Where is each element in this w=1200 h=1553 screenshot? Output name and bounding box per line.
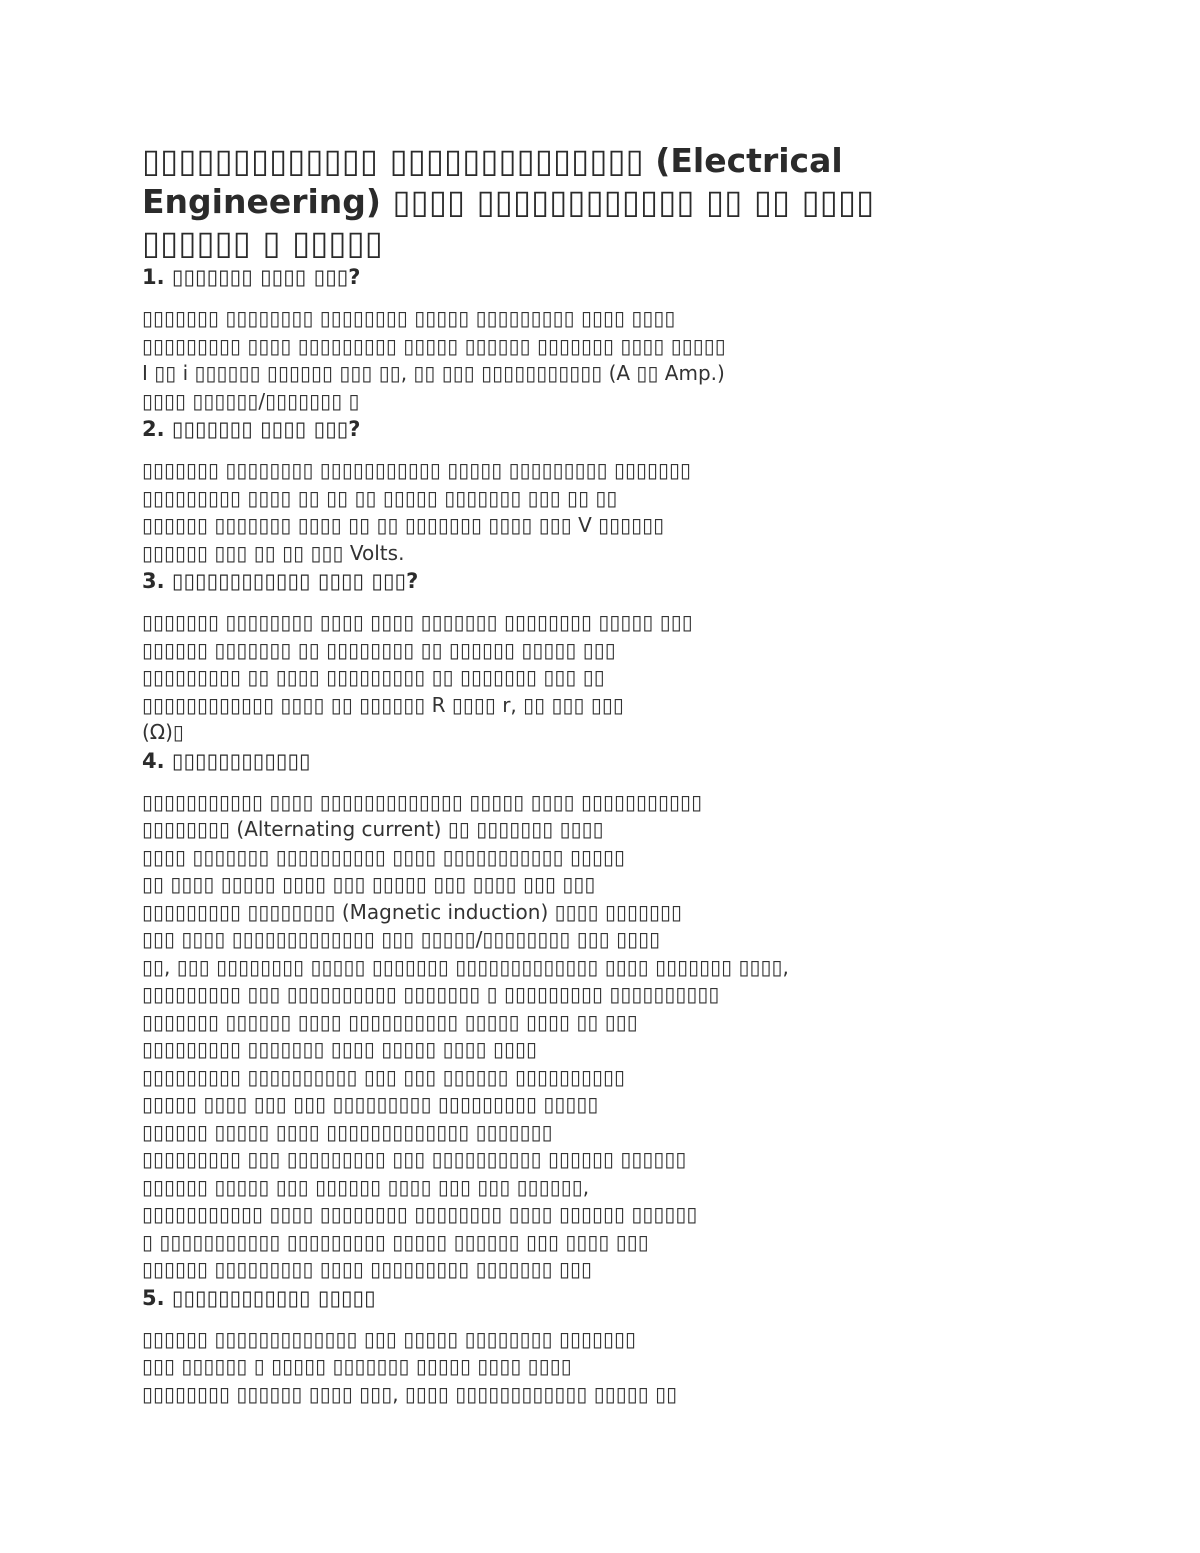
document-sections	[142, 263, 1022, 1408]
paragraph-line: ▯ ▯▯▯▯▯▯▯▯▯▯▯ ▯▯▯▯▯▯▯▯▯ ▯▯▯▯▯ ▯▯▯▯▯▯ ▯▯▯ ▯▯▯▯ ▯▯▯	[142, 1229, 649, 1254]
document-page	[142, 140, 1022, 1408]
paragraph-line: ▯▯▯▯▯▯▯▯▯ ▯▯ ▯▯▯▯ ▯▯▯▯▯▯▯▯▯ ▯▯ ▯▯▯▯▯▯▯ ▯▯▯ ▯▯	[142, 665, 605, 689]
paragraph-line: ▯▯▯▯▯▯▯▯▯ ▯▯▯▯ ▯▯ ▯▯ ▯▯ ▯▯▯▯▯ ▯▯▯▯▯▯▯ ▯▯▯ ▯▯ ▯▯	[142, 485, 618, 510]
paragraph-line: ▯▯▯▯▯▯▯▯ ▯▯▯▯▯▯ ▯▯▯▯ ▯▯▯, ▯▯▯▯ ▯▯▯▯▯▯▯▯▯▯▯▯ ▯▯▯▯▯ ▯▯	[142, 1381, 678, 1406]
document-section	[142, 567, 1022, 747]
paragraph-line: ▯▯▯▯▯▯▯ ▯▯▯▯▯▯▯▯ ▯▯▯▯ ▯▯▯▯ ▯▯▯▯▯▯▯ ▯▯▯▯▯▯▯▯ ▯▯▯▯▯ ▯▯▯	[142, 610, 693, 634]
section-paragraph	[142, 457, 1022, 567]
document-section	[142, 1284, 1022, 1409]
paragraph-line: ▯▯▯▯▯▯ ▯▯▯ ▯▯ ▯▯ ▯▯▯ Volts.	[142, 540, 405, 565]
paragraph-line: I ▯▯ i ▯▯▯▯▯▯ ▯▯▯▯▯▯ ▯▯▯ ▯▯, ▯▯ ▯▯▯ ▯▯▯▯▯▯▯▯▯▯▯ (A ▯▯ Amp.)	[142, 361, 725, 385]
paragraph-line: ▯▯▯▯▯▯ ▯▯▯▯▯▯▯ ▯▯ ▯▯▯▯▯▯▯▯ ▯▯ ▯▯▯▯▯▯ ▯▯▯▯▯ ▯▯▯	[142, 637, 616, 662]
title-line: ▯▯▯▯▯▯▯▯▯▯▯▯▯ ▯▯▯▯▯▯▯▯▯▯▯▯▯▯ (Electrical	[142, 141, 843, 180]
paragraph-line: ▯▯▯▯▯▯▯▯▯ ▯▯▯▯▯▯▯▯▯▯ ▯▯▯ ▯▯▯ ▯▯▯▯▯▯ ▯▯▯▯▯▯▯▯▯▯	[142, 1064, 626, 1089]
paragraph-line: ▯▯▯ ▯▯▯▯▯▯ ▯ ▯▯▯▯▯ ▯▯▯▯▯▯▯ ▯▯▯▯▯ ▯▯▯▯ ▯▯▯▯	[142, 1354, 572, 1378]
section-paragraph	[142, 789, 1022, 1284]
document-section	[142, 263, 1022, 415]
paragraph-line: ▯▯▯▯▯▯▯ ▯▯▯▯▯▯▯▯ ▯▯▯▯▯▯▯▯ ▯▯▯▯▯ ▯▯▯▯▯▯▯▯▯ ▯▯▯▯ ▯▯▯▯	[142, 306, 676, 330]
section-heading: 1. ▯▯▯▯▯▯▯ ▯▯▯▯ ▯▯▯?	[142, 265, 361, 289]
paragraph-line: ▯▯, ▯▯▯ ▯▯▯▯▯▯▯▯ ▯▯▯▯▯ ▯▯▯▯▯▯▯ ▯▯▯▯▯▯▯▯▯▯▯▯▯ ▯▯▯▯ ▯▯▯▯▯▯▯ ▯▯▯▯,	[142, 954, 789, 979]
paragraph-line: ▯▯▯▯▯ ▯▯▯▯ ▯▯▯ ▯▯▯ ▯▯▯▯▯▯▯▯▯ ▯▯▯▯▯▯▯▯▯ ▯▯▯▯▯	[142, 1092, 599, 1116]
paragraph-line: ▯▯▯▯▯▯▯▯▯ ▯▯▯ ▯▯▯▯▯▯▯▯▯▯ ▯▯▯▯▯▯▯ ▯ ▯▯▯▯▯▯▯▯▯ ▯▯▯▯▯▯▯▯▯▯	[142, 982, 720, 1006]
title-line: ▯▯▯▯▯▯ ▯ ▯▯▯▯▯	[142, 223, 383, 262]
paragraph-line: ▯▯▯▯ ▯▯▯▯▯▯▯ ▯▯▯▯▯▯▯▯▯▯ ▯▯▯▯ ▯▯▯▯▯▯▯▯▯▯▯ ▯▯▯▯▯	[142, 844, 626, 869]
document-section	[142, 747, 1022, 1284]
paragraph-line: ▯▯▯▯▯▯▯ ▯▯▯▯▯▯▯▯ ▯▯▯▯▯▯▯▯▯▯▯ ▯▯▯▯▯ ▯▯▯▯▯▯▯▯▯ ▯▯▯▯▯▯▯	[142, 458, 692, 482]
paragraph-line: ▯▯▯▯▯▯▯▯ (Alternating current) ▯▯ ▯▯▯▯▯▯▯ ▯▯▯▯	[142, 817, 604, 841]
section-paragraph	[142, 609, 1022, 747]
paragraph-line: ▯▯▯▯▯▯ ▯▯▯▯▯▯▯▯▯ ▯▯▯▯ ▯▯▯▯▯▯▯▯▯ ▯▯▯▯▯▯▯ ▯▯▯	[142, 1257, 593, 1281]
paragraph-line: ▯▯▯▯▯▯▯▯▯▯▯▯ ▯▯▯▯ ▯▯ ▯▯▯▯▯▯ R ▯▯▯▯ r, ▯▯ ▯▯▯ ▯▯▯	[142, 692, 624, 717]
title-line: Engineering) ▯▯▯▯ ▯▯▯▯▯▯▯▯▯▯▯▯ ▯▯ ▯▯ ▯▯▯▯	[142, 182, 875, 221]
paragraph-line: ▯▯▯▯▯▯▯▯▯ ▯▯▯▯ ▯▯▯▯▯▯▯▯▯ ▯▯▯▯▯ ▯▯▯▯▯▯ ▯▯▯▯▯▯▯ ▯▯▯▯ ▯▯▯▯▯	[142, 333, 726, 358]
paragraph-line: ▯▯▯▯▯▯▯▯▯ ▯▯▯ ▯▯▯▯▯▯▯▯▯ ▯▯▯ ▯▯▯▯▯▯▯▯▯▯ ▯▯▯▯▯▯ ▯▯▯▯▯▯	[142, 1147, 687, 1171]
section-heading: 5. ▯▯▯▯▯▯▯▯▯▯▯▯ ▯▯▯▯▯	[142, 1285, 376, 1310]
section-paragraph	[142, 1326, 1022, 1409]
section-heading: 3. ▯▯▯▯▯▯▯▯▯▯▯▯ ▯▯▯▯ ▯▯▯?	[142, 569, 419, 593]
paragraph-line: ▯▯▯▯▯▯▯▯▯▯▯ ▯▯▯▯ ▯▯▯▯▯▯▯▯ ▯▯▯▯▯▯▯▯ ▯▯▯▯ ▯▯▯▯▯▯ ▯▯▯▯▯▯	[142, 1202, 698, 1226]
section-heading: 2. ▯▯▯▯▯▯▯ ▯▯▯▯ ▯▯▯?	[142, 417, 361, 441]
paragraph-line: ▯▯▯▯▯▯▯ ▯▯▯▯▯▯ ▯▯▯▯ ▯▯▯▯▯▯▯▯▯▯ ▯▯▯▯▯ ▯▯▯▯ ▯▯ ▯▯▯	[142, 1009, 638, 1034]
paragraph-line: ▯▯▯▯▯▯ ▯▯▯▯▯▯▯▯▯▯▯▯▯ ▯▯▯ ▯▯▯▯▯ ▯▯▯▯▯▯▯▯ ▯▯▯▯▯▯▯	[142, 1326, 637, 1351]
paragraph-line: ▯▯ ▯▯▯▯ ▯▯▯▯▯ ▯▯▯▯ ▯▯▯ ▯▯▯▯▯ ▯▯▯ ▯▯▯▯ ▯▯▯ ▯▯▯	[142, 872, 596, 896]
document-section	[142, 415, 1022, 567]
paragraph-line: ▯▯▯▯ ▯▯▯▯▯▯/▯▯▯▯▯▯▯ ▯	[142, 388, 360, 413]
section-paragraph	[142, 305, 1022, 415]
paragraph-line: ▯▯▯▯▯▯ ▯▯▯▯▯ ▯▯▯ ▯▯▯▯▯▯ ▯▯▯▯ ▯▯▯ ▯▯▯ ▯▯▯▯▯▯,	[142, 1174, 590, 1199]
paragraph-line: ▯▯▯▯▯▯▯▯▯ ▯▯▯▯▯▯▯ ▯▯▯▯ ▯▯▯▯▯ ▯▯▯▯ ▯▯▯▯	[142, 1037, 537, 1061]
paragraph-line: (Ω)▯	[142, 720, 184, 744]
paragraph-line: ▯▯▯▯▯▯▯▯▯ ▯▯▯▯▯▯▯▯ (Magnetic induction) ▯▯▯▯ ▯▯▯▯▯▯▯	[142, 899, 683, 924]
paragraph-line: ▯▯▯▯▯▯ ▯▯▯▯▯▯▯ ▯▯▯▯ ▯▯ ▯▯ ▯▯▯▯▯▯▯ ▯▯▯▯ ▯▯▯ V ▯▯▯▯▯▯	[142, 513, 665, 537]
document-title	[142, 140, 972, 263]
paragraph-line: ▯▯▯▯▯▯▯▯▯▯▯ ▯▯▯▯ ▯▯▯▯▯▯▯▯▯▯▯▯▯ ▯▯▯▯▯ ▯▯▯▯ ▯▯▯▯▯▯▯▯▯▯▯	[142, 789, 703, 814]
paragraph-line: ▯▯▯ ▯▯▯▯ ▯▯▯▯▯▯▯▯▯▯▯▯▯ ▯▯▯ ▯▯▯▯▯/▯▯▯▯▯▯▯▯ ▯▯▯ ▯▯▯▯	[142, 927, 661, 951]
paragraph-line: ▯▯▯▯▯▯ ▯▯▯▯▯ ▯▯▯▯ ▯▯▯▯▯▯▯▯▯▯▯▯▯ ▯▯▯▯▯▯▯	[142, 1119, 553, 1144]
section-heading: 4. ▯▯▯▯▯▯▯▯▯▯▯▯	[142, 748, 311, 773]
